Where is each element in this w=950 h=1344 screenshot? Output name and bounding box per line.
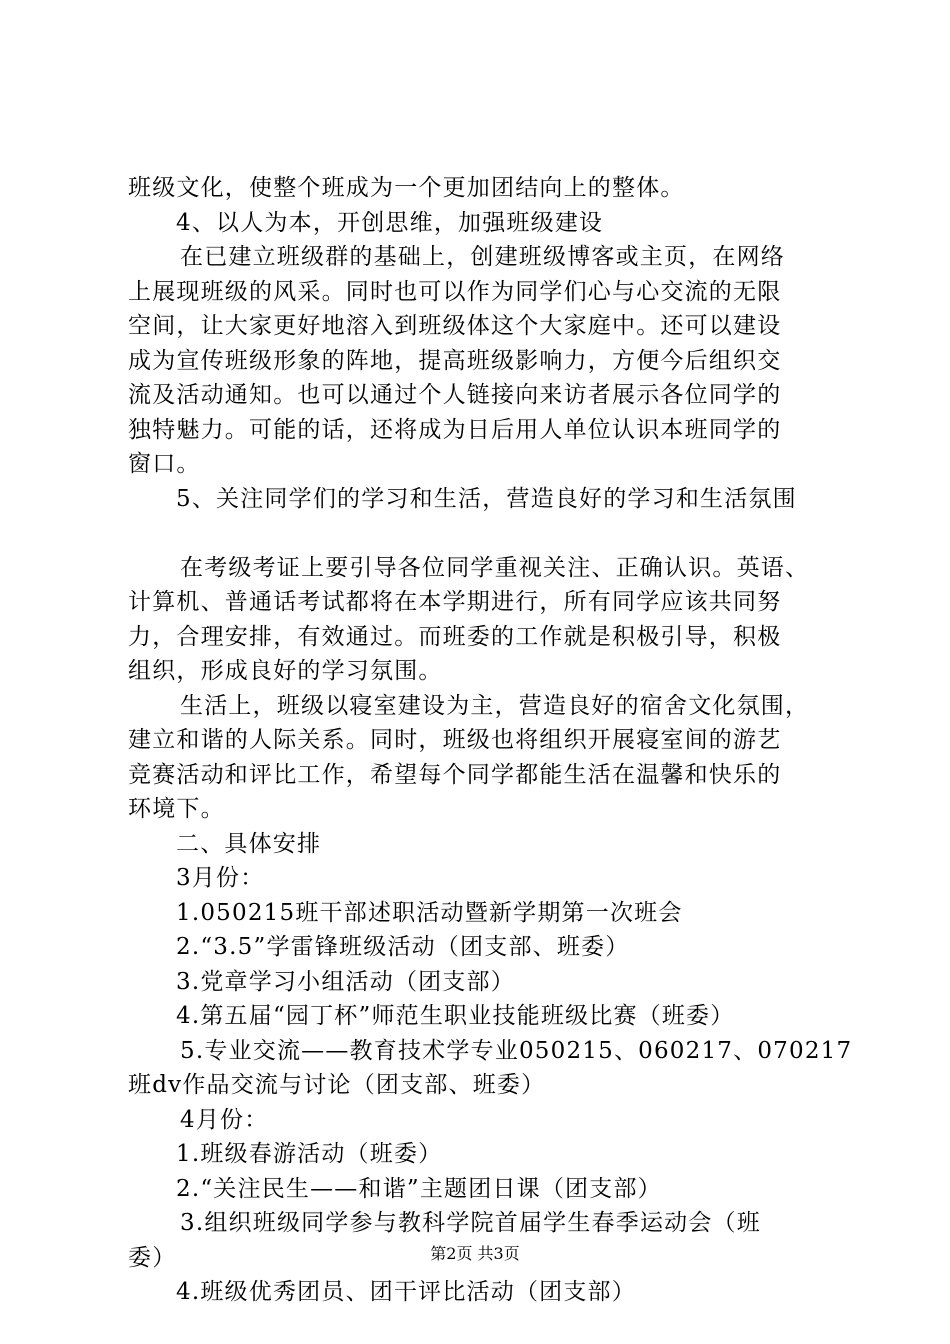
list-item: 3.组织班级同学参与教科学院首届学生春季运动会（班 xyxy=(180,1210,761,1236)
document-body xyxy=(128,171,853,1310)
paragraph-line: 上展现班级的风采。同时也可以作为同学们心与心交流的无限 xyxy=(128,278,782,305)
list-item-continuation: 班dv作品交流与讨论（团支部、班委） xyxy=(128,1072,546,1098)
paragraph-line: 建立和谐的人际关系。同时，班级也将组织开展寝室间的游艺 xyxy=(128,727,782,753)
blank-line xyxy=(128,516,838,551)
list-item: 1.班级春游活动（班委） xyxy=(176,1141,443,1167)
paragraph-line: 生活上，班级以寝室建设为主，营造良好的宿舍文化氛围， xyxy=(180,692,810,719)
paragraph-line: 班级文化，使整个班成为一个更加团结向上的整体。 xyxy=(128,175,685,201)
paragraph-line: 独特魅力。可能的话，还将成为日后用人单位认识本班同学的 xyxy=(128,416,782,443)
paragraph-line: 在已建立班级群的基础上，创建班级博客或主页，在网络 xyxy=(180,244,785,270)
paragraph-line: 组织，形成良好的学习氛围。 xyxy=(128,658,443,684)
list-item: 2.“关注民生——和谐”主题团日课（团支部） xyxy=(176,1175,662,1202)
month-heading: 3月份： xyxy=(176,865,265,891)
section-heading: 二、具体安排 xyxy=(176,830,322,857)
list-item: 4.班级优秀团员、团干评比活动（团支部） xyxy=(176,1279,636,1305)
list-item-continuation: 委） xyxy=(128,1244,177,1271)
page-footer: 第2页 共3页 xyxy=(430,1244,520,1263)
month-heading: 4月份： xyxy=(180,1106,269,1133)
paragraph-line: 计算机、普通话考试都将在本学期进行，所有同学应该共同努 xyxy=(128,589,782,615)
list-item: 4.第五届“园丁杯”师范生职业技能班级比赛（班委） xyxy=(176,1003,735,1029)
section-heading: 5、关注同学们的学习和生活，营造良好的学习和生活氛围 xyxy=(176,485,797,512)
paragraph-line: 流及活动通知。也可以通过个人链接向来访者展示各位同学的 xyxy=(128,382,782,408)
list-item: 1.050215班干部述职活动暨新学期第一次班会 xyxy=(176,899,683,926)
paragraph-line: 空间，让大家更好地溶入到班级体这个大家庭中。还可以建设 xyxy=(128,313,782,339)
list-item: 5.专业交流——教育技术学专业050215、060217、070217 xyxy=(180,1037,853,1064)
paragraph-line: 成为宣传班级形象的阵地，提高班级影响力，方便今后组织交 xyxy=(128,347,782,374)
paragraph-line: 窗口。 xyxy=(128,451,201,477)
paragraph-line: 环境下。 xyxy=(128,796,225,822)
list-item: 2.“3.5”学雷锋班级活动（团支部、班委） xyxy=(176,934,630,960)
paragraph-line: 竞赛活动和评比工作，希望每个同学都能生活在温馨和快乐的 xyxy=(128,761,782,788)
section-heading: 4、以人为本，开创思维，加强班级建设 xyxy=(176,209,604,236)
list-item: 3.党章学习小组活动（团支部） xyxy=(176,968,515,995)
paragraph-line: 在考级考证上要引导各位同学重视关注、正确认识。英语、 xyxy=(180,554,810,581)
paragraph-line: 力，合理安排，有效通过。而班委的工作就是积极引导，积极 xyxy=(128,623,782,650)
